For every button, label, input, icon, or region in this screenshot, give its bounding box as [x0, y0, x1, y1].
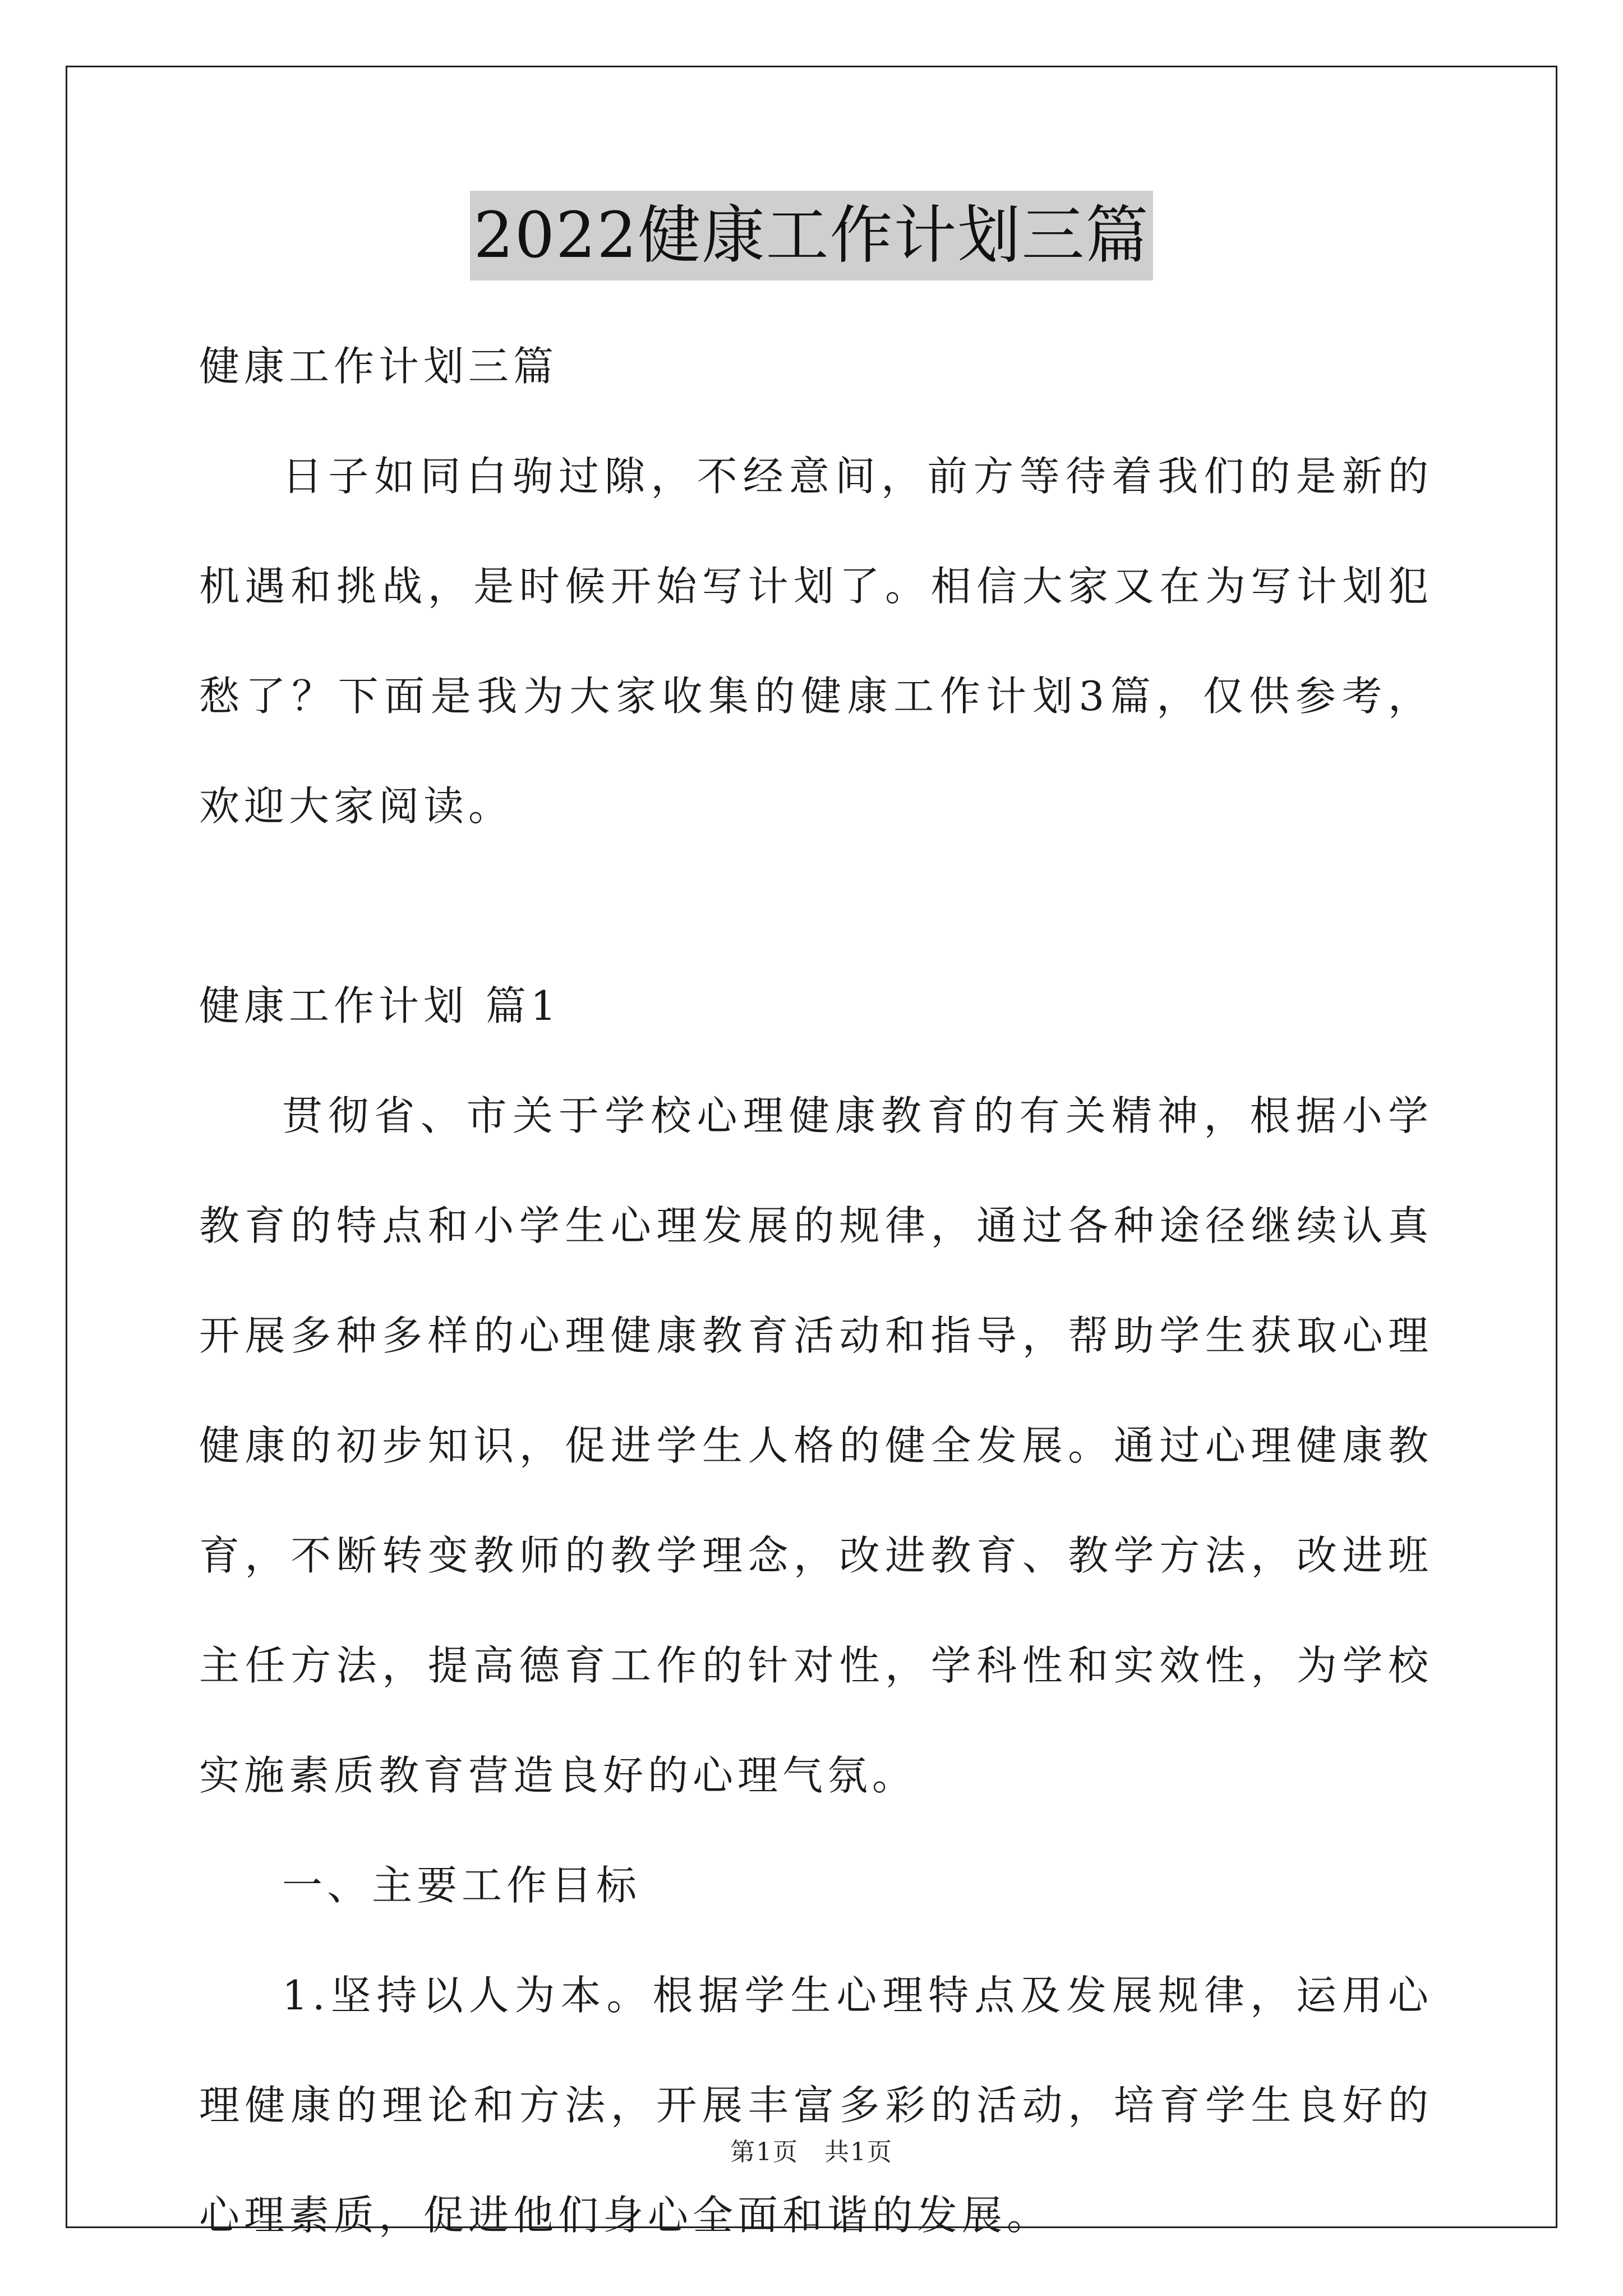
page-footer: 第1页 共1页	[730, 2138, 893, 2166]
intro-text: 日子如同白驹过隙，不经意间，前方等待着我们的是新的机遇和挑战，是时候开始写计划了。相信大家又在为写计划犯愁了？下面是我为大家收集的健康工作计划3篇，仅供参考，欢迎大家阅读。	[199, 453, 1433, 830]
title-container	[0, 191, 1623, 280]
section-spacer	[199, 861, 1433, 951]
section1-heading: 健康工作计划 篇1	[199, 982, 561, 1029]
section1-text: 贯彻省、市关于学校心理健康教育的有关精神，根据小学教育的特点和小学生心理发展的规律，通过各种途径继续认真开展多种多样的心理健康教育活动和指导，帮助学生获取心理健康的初步知识，促进学生人格的健全发展。通过心理健康教育，不断转变教师的教学理念，改进教育、教学方法，改进班主任方法，提高德育工作的针对性，学科性和实效性，为学校实施素质教育营造良好的心理气氛。	[199, 1092, 1433, 1799]
intro-paragraph	[199, 421, 1433, 861]
document-subtitle: 健康工作计划三篇	[199, 343, 559, 390]
goal1-paragraph	[199, 1940, 1433, 2270]
document-body	[199, 311, 1433, 2270]
document-title: 2022健康工作计划三篇	[470, 191, 1152, 280]
section1-paragraph	[199, 1061, 1433, 1830]
goal1-text: 1.坚持以人为本。根据学生心理特点及发展规律，运用心理健康的理论和方法，开展丰富多彩的活动，培育学生良好的心理素质，促进他们身心全面和谐的发展。	[199, 1972, 1433, 2239]
goals-heading: 一、主要工作目标	[282, 1862, 642, 1909]
